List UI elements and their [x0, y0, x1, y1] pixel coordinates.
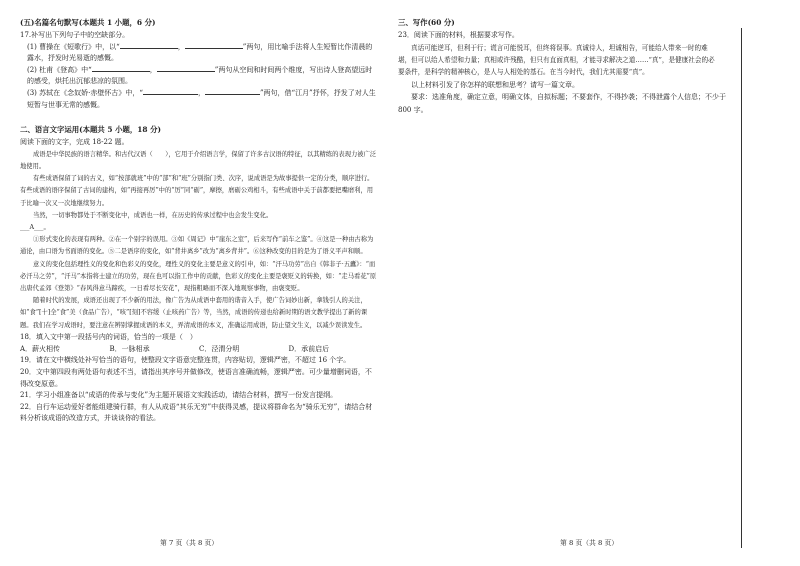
question-18-stem: 18．填入文中第一段括号内的词语，恰当的一项是（ ）: [20, 332, 197, 341]
essay-requirements: 要求：选准角度，确定立意，明确文体，自拟标题；不要套作，不得抄袭；不得泄露个人信息；不少于 800 字。: [398, 93, 726, 114]
binding-line: [741, 28, 742, 548]
essay-material: 真话可能逆耳，但利于行；谎言可能悦耳，但终将误事。真诚待人，坦诚相告，可能给人带来一时的难堪，但可以给人希望和力量；真相或许残酷，但只有直面真相，才能寻求解决之道……“真”，是健康社会的必要条件，是科学的精神核心，是人与人相处的基石。在当今时代，我们尤其需要“真”。: [398, 43, 715, 77]
question-18-options: [20, 343, 378, 355]
answer-blank[interactable]: [205, 94, 260, 95]
passage-paragraph: ①形式变化的表现有两种。②在一个别字的误用。③如《周记》中“崖东之室”，后来写作“前车之鉴”。④这是一种由古称为通论，由口语为书面语的变化。⑤二是语序的变化，如“背井离乡”改为“离乡背井”。⑥这种改变的目的是为了语义平声和顺。: [20, 236, 374, 256]
answer-blank[interactable]: [157, 71, 215, 72]
option-b[interactable]: B．一脉相承: [109, 345, 150, 354]
left-page: [20, 4, 378, 425]
question-22: 22．自行车运动爱好者能组建骑行群，有人从成语“其乐无穷”中获得灵感，提议将群命名为“骑乐无穷”，请结合材料分析该成语的改造方式，并谈谈你的看法。: [20, 402, 373, 423]
question-21: 21．学习小组准备以“成语的传承与变化”为主题开展语文实践活动，请结合材料，撰写一份发言提纲。: [20, 391, 338, 400]
answer-blank[interactable]: [120, 48, 178, 49]
section-2-title: 二、语言文字运用(本题共 5 小题，18 分): [20, 125, 162, 135]
passage-blank-a: ___A___。: [20, 223, 50, 231]
passage-paragraph: 随着时代的发展，成语还出现了不少新的用法，像广告为从成语中套用的谐音入手，使广告词妙出新，拿钱引人的关注，如“食”[十]全“食”美（食品广告），“咳”[刻]不容缓（止咳药广告）等，当然，成语的传递也给新时期的语文教学提出了新的课题。我们在学习成语时，要注意在辨别掌握成语的本义，弄清成语的本义，准确运用成语，防止望文生义，以减少误读发生。: [20, 297, 368, 329]
question-20: 20．文中第四段有两处语句表述不当，请指出其序号并做修改，使语言准确流畅，逻辑严密。可少量增删词语，不得改变原意。: [20, 367, 372, 388]
answer-blank[interactable]: [185, 48, 243, 49]
question-17-item-2: (2) 杜甫《登高》中“ ， ”两句从空间和时间两个维度，写出诗人登高望远时的感受，烘托出沉郁悲凉的氛围。: [27, 65, 373, 86]
reading-intro: 阅读下面的文字，完成 18-22 题。: [20, 138, 129, 147]
page-number-right: 第 8 页（共 8 页）: [560, 539, 619, 547]
question-23-stem: 23．阅读下面的材料，根据要求写作。: [398, 31, 519, 39]
question-17-item-3: (3) 苏轼在《念奴娇·赤壁怀古》中，“ ， ”两句，借“江月”抒怀，抒发了对人生短暂与世事无常的感慨。: [27, 88, 376, 109]
option-d[interactable]: D．承前启后: [288, 345, 330, 354]
section-5-title: (五)名篇名句默写(本题共 1 小题，6 分): [20, 18, 156, 27]
answer-blank[interactable]: [143, 94, 198, 95]
passage-paragraph: 当然，一切事物都处于不断变化中，成语也一样，在历史的传承过程中也会发生变化。: [33, 211, 273, 219]
question-19: 19．请在文中横线处补写恰当的语句，使整段文字语意完整连贯，内容贴切，逻辑严密，不超过 16 个字。: [20, 356, 351, 365]
option-c[interactable]: C．泾渭分明: [199, 345, 240, 354]
question-17-item-1: (1) 曹操在《短歌行》中，以“ ， ”两句，用比喻手法将人生短暂比作清晨的露水，抒发时光易逝的感慨。: [27, 42, 373, 63]
page-number-left: 第 7 页（共 8 页）: [160, 539, 219, 547]
passage-paragraph: 意义的变化包括理性义的变化和色彩义的变化，理性义的变化主要是意义的引申，如：“汗马功劳”出自《韩非子·五蠹》：“而必汗马之劳”，“汗马”本指将士建立的功劳，现在也可以指工作中的贡献，色彩义的变化主要是褒贬义的转换，如：“走马看花”原出唐代孟郊《登第》“春风得意马蹄疾，一日看尽长安花”，现指粗略而不深入地观察事物，由褒变贬。: [20, 260, 377, 292]
answer-blank[interactable]: [92, 71, 150, 72]
passage-paragraph: 成语是中华民族的语言精华。和古代汉语（ ），它用于介绍语言学，保留了许多古汉语的特征，以其精练的表现力被广泛地使用。: [20, 150, 377, 170]
option-a[interactable]: A．薪火相传: [20, 345, 61, 354]
section-3-title: 三、写作(60 分): [398, 18, 455, 27]
passage-paragraph: 有些成语保留了词的古义，如“按部就班”中的“部”和“班”分别指门类、次序，说成语是为故事提供一定的分类，顺序进行。有些成语的语序保留了古词的建构，如“再接再厉”中的“厉”同“砺”，摩擦，磨砺公鸡相斗，有些成语中关于前都要把嘴磨利，用于比喻一次又一次地继续努力。: [20, 175, 374, 207]
right-page: [398, 4, 728, 116]
question-17-stem: 17.补写出下列句子中的空缺部分。: [20, 31, 130, 39]
essay-prompt: 以上材料引发了你怎样的联想和思考？请写一篇文章。: [411, 80, 579, 89]
